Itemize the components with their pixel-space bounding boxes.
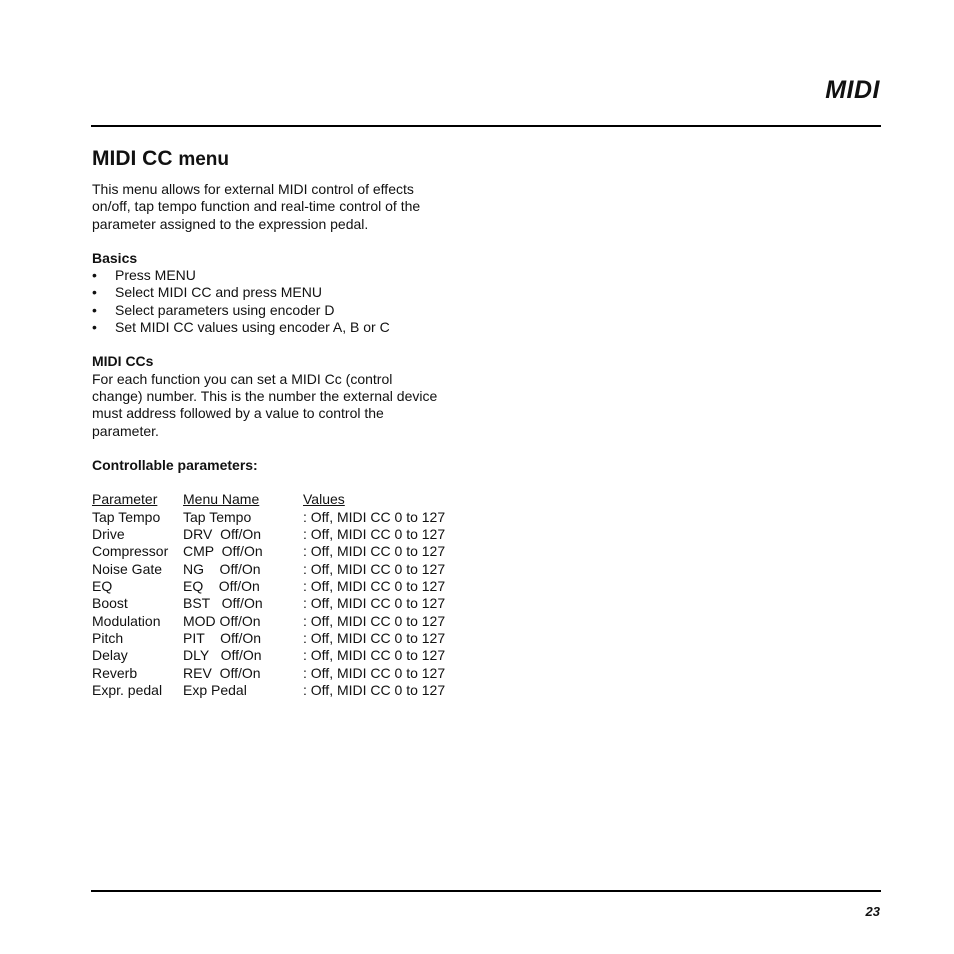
- table-cell: : Off, MIDI CC 0 to 127: [303, 664, 446, 681]
- list-item-text: Press MENU: [115, 267, 196, 284]
- table-cell: MOD Off/On: [183, 612, 261, 629]
- table-cell: DLY Off/On: [183, 647, 262, 664]
- table-cell: : Off, MIDI CC 0 to 127: [303, 647, 446, 664]
- top-divider: [91, 125, 881, 127]
- table-row: [92, 595, 445, 612]
- table-cell: : Off, MIDI CC 0 to 127: [303, 577, 446, 594]
- table-cell: : Off, MIDI CC 0 to 127: [303, 595, 446, 612]
- controllable-heading: Controllable parameters:: [92, 456, 258, 473]
- page-number: 23: [865, 904, 880, 919]
- table-cell: Modulation: [92, 612, 161, 629]
- section-title-main: MIDI CC: [92, 147, 173, 170]
- table-cell: : Off, MIDI CC 0 to 127: [303, 681, 446, 698]
- column-header: Values: [303, 491, 345, 508]
- table-cell: Compressor: [92, 543, 169, 560]
- table-row: [92, 613, 445, 630]
- basics-heading: Basics: [92, 249, 138, 266]
- table-row: [92, 578, 445, 595]
- table-cell: : Off, MIDI CC 0 to 127: [303, 560, 446, 577]
- list-item-text: Select MIDI CC and press MENU: [115, 284, 322, 301]
- table-cell: Exp Pedal: [183, 681, 247, 698]
- table-cell: REV Off/On: [183, 664, 261, 681]
- section-title: [92, 146, 472, 173]
- ccs-line: For each function you can set a MIDI Cc (control: [92, 370, 393, 387]
- list-item: [92, 267, 472, 284]
- table-cell: EQ Off/On: [183, 577, 260, 594]
- table-cell: Delay: [92, 647, 128, 664]
- bullet-icon: •: [92, 284, 97, 301]
- table-cell: : Off, MIDI CC 0 to 127: [303, 629, 446, 646]
- table-cell: : Off, MIDI CC 0 to 127: [303, 612, 446, 629]
- table-row: [92, 526, 445, 543]
- main-content: [92, 146, 472, 699]
- table-row: [92, 630, 445, 647]
- intro-line: on/off, tap tempo function and real-time control of the: [92, 198, 421, 215]
- list-item-text: Set MIDI CC values using encoder A, B or C: [115, 319, 390, 336]
- table-cell: : Off, MIDI CC 0 to 127: [303, 525, 446, 542]
- bullet-icon: •: [92, 301, 97, 318]
- ccs-line: change) number. This is the number the external device: [92, 387, 438, 404]
- table-cell: DRV Off/On: [183, 525, 262, 542]
- table-cell: Tap Tempo: [92, 508, 161, 525]
- table-cell: EQ: [92, 577, 113, 594]
- chapter-title: MIDI: [825, 76, 880, 104]
- ccs-heading: MIDI CCs: [92, 353, 154, 370]
- list-item: [92, 284, 472, 301]
- table-cell: Reverb: [92, 664, 138, 681]
- table-cell: BST Off/On: [183, 595, 263, 612]
- table-row: [92, 647, 445, 664]
- column-header: Parameter: [92, 491, 158, 508]
- bottom-divider: [91, 890, 881, 892]
- section-title-sub: menu: [178, 149, 230, 170]
- list-item: [92, 302, 472, 319]
- table-row: [92, 665, 445, 682]
- table-cell: : Off, MIDI CC 0 to 127: [303, 543, 446, 560]
- ccs-line: must address followed by a value to control the: [92, 405, 384, 422]
- bullet-icon: •: [92, 267, 97, 284]
- table-cell: Boost: [92, 595, 128, 612]
- column-header: Menu Name: [183, 491, 260, 508]
- list-item: [92, 319, 472, 336]
- table-cell: PIT Off/On: [183, 629, 262, 646]
- intro-line: This menu allows for external MIDI control of effects: [92, 181, 414, 197]
- parameters-table: [92, 491, 445, 699]
- list-item-text: Select parameters using encoder D: [115, 301, 335, 318]
- basics-list: [92, 267, 472, 336]
- table-cell: Drive: [92, 525, 125, 542]
- table-cell: CMP Off/On: [183, 543, 263, 560]
- table-cell: Noise Gate: [92, 560, 163, 577]
- table-row: [92, 509, 445, 526]
- table-cell: Tap Tempo: [183, 508, 252, 525]
- table-cell: NG Off/On: [183, 560, 261, 577]
- ccs-line: parameter.: [92, 422, 159, 439]
- table-cell: : Off, MIDI CC 0 to 127: [303, 508, 446, 525]
- table-row: [92, 682, 445, 699]
- table-header-row: [92, 491, 445, 508]
- table-cell: Expr. pedal: [92, 681, 163, 698]
- table-cell: Pitch: [92, 629, 124, 646]
- bullet-icon: •: [92, 319, 97, 336]
- intro-line: parameter assigned to the expression pedal.: [92, 215, 369, 232]
- table-row: [92, 561, 445, 578]
- table-row: [92, 543, 445, 560]
